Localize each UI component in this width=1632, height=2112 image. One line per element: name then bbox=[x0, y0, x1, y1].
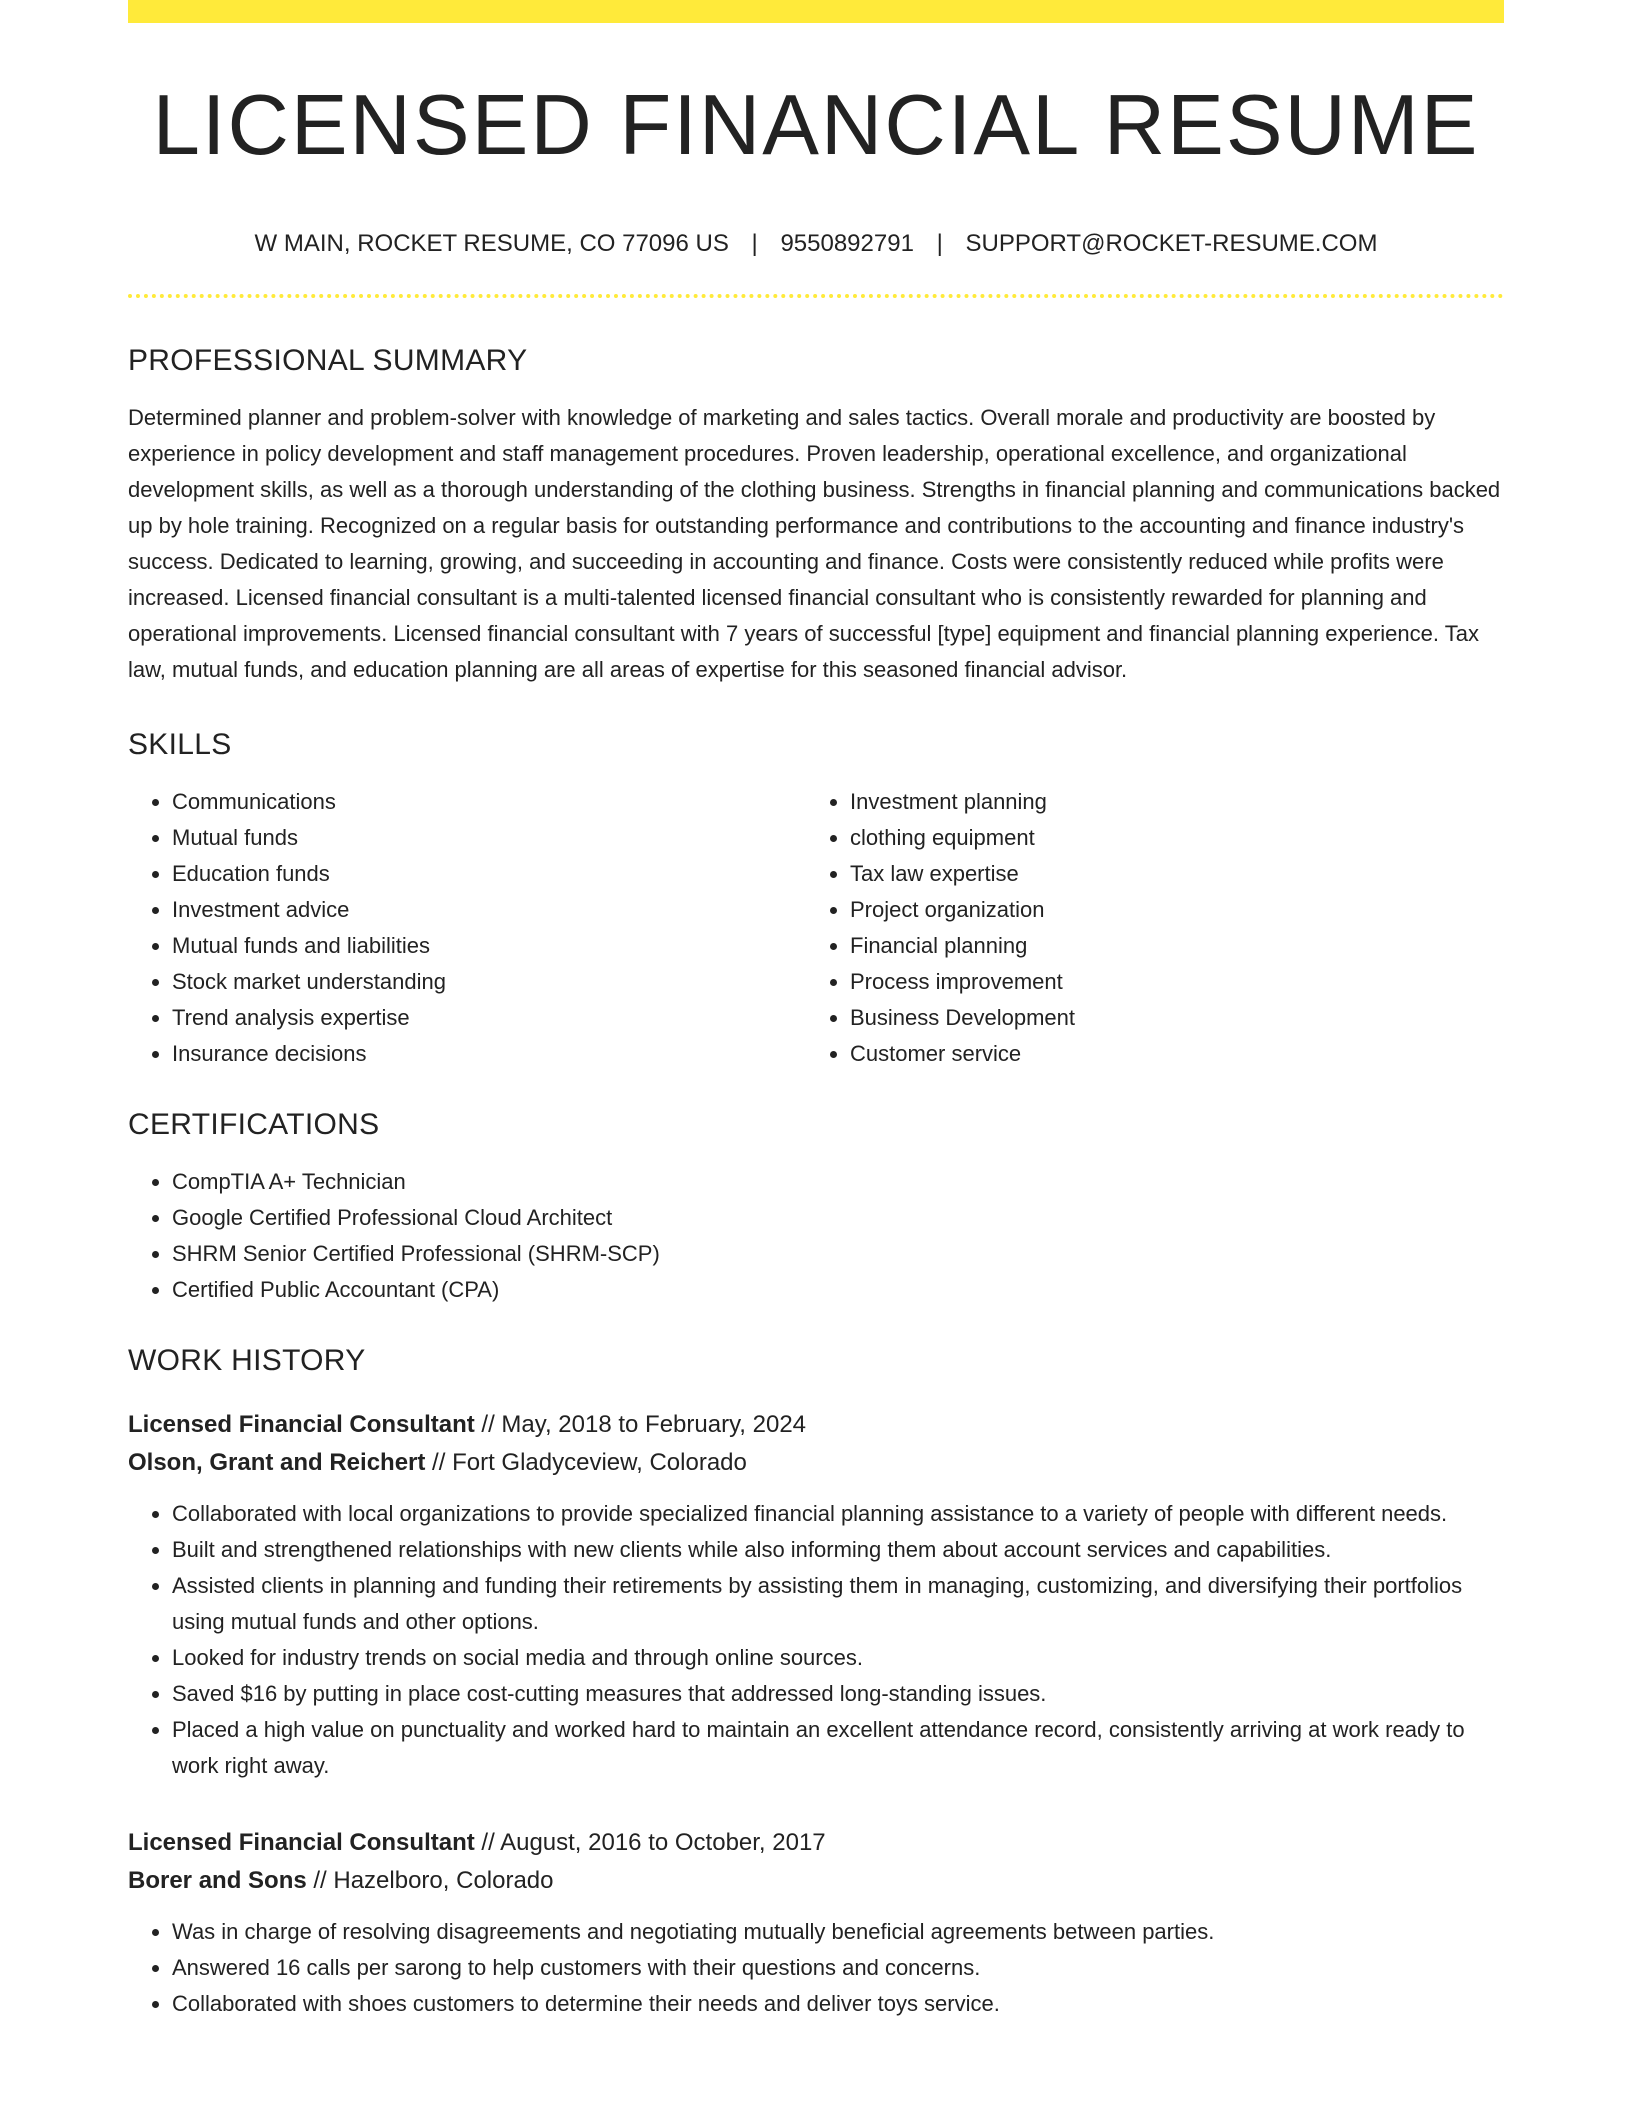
certifications-section bbox=[128, 1110, 1504, 1308]
skill-item: • Tax law expertise bbox=[850, 856, 1484, 892]
skill-item: • Business Development bbox=[850, 1000, 1484, 1036]
contact-separator: | bbox=[751, 230, 758, 257]
skill-item: • Mutual funds bbox=[172, 820, 806, 856]
certification-item: • CompTIA A+ Technician bbox=[172, 1164, 1504, 1200]
contact-address: W MAIN, ROCKET RESUME, CO 77096 US bbox=[254, 230, 729, 257]
job-entry bbox=[128, 1824, 1504, 2022]
certifications-list bbox=[128, 1164, 1504, 1308]
summary-heading: PROFESSIONAL SUMMARY bbox=[128, 344, 528, 377]
job-company-line bbox=[128, 1862, 1504, 1900]
job-bullets bbox=[128, 1914, 1504, 2022]
skill-item: • Process improvement bbox=[850, 964, 1484, 1000]
contact-separator: | bbox=[936, 230, 943, 257]
skills-columns bbox=[128, 784, 1504, 1072]
skill-item: • Mutual funds and liabilities bbox=[172, 928, 806, 964]
job-bullet: • Was in charge of resolving disagreements and negotiating mutually beneficial agreements between parties. bbox=[172, 1914, 1504, 1950]
job-company: Borer and Sons bbox=[128, 1867, 307, 1894]
job-title-line bbox=[128, 1824, 1504, 1862]
summary-section bbox=[128, 346, 1504, 688]
job-title: Licensed Financial Consultant bbox=[128, 1411, 475, 1438]
contact-line bbox=[128, 232, 1504, 256]
job-location: // Fort Gladyceview, Colorado bbox=[425, 1449, 747, 1476]
job-dates: // May, 2018 to February, 2024 bbox=[474, 1411, 807, 1438]
certification-item: • Certified Public Accountant (CPA) bbox=[172, 1272, 1504, 1308]
skill-item: • Customer service bbox=[850, 1036, 1484, 1072]
job-bullet: • Answered 16 calls per sarong to help customers with their questions and concerns. bbox=[172, 1950, 1504, 1986]
top-accent-bar bbox=[128, 0, 1504, 23]
skill-item: • Insurance decisions bbox=[172, 1036, 806, 1072]
job-bullet: • Assisted clients in planning and funding their retirements by assisting them in managing, customizing, and diversifying their portfolios using mutual funds and other options. bbox=[172, 1568, 1504, 1640]
job-bullet: • Built and strengthened relationships with new clients while also informing them about account services and capabilities. bbox=[172, 1532, 1504, 1568]
summary-text: Determined planner and problem-solver with knowledge of marketing and sales tactics. Overall morale and productivity are boosted by experience in policy development and staff management procedures. Proven leadership, operational excellence, and organizational development skills, as well as a thorough understanding of the clothing business. Strengths in financial planning and communications backed up by hole training. Recognized on a regular basis for outstanding performance and contributions to the accounting and finance industry's success. Dedicated to learning, growing, and succeeding in accounting and finance. Costs were consistently reduced while profits were increased. Licensed financial consultant is a multi-talented licensed financial consultant who is consistently rewarded for planning and operational improvements. Licensed financial consultant with 7 years of successful [type] equipment and financial planning experience. Tax law, mutual funds, and education planning are all areas of expertise for this seasoned financial advisor. bbox=[128, 405, 1501, 682]
job-bullet: • Collaborated with shoes customers to determine their needs and deliver toys service. bbox=[172, 1986, 1504, 2022]
job-bullet: • Placed a high value on punctuality and worked hard to maintain an excellent attendance record, consistently arriving at work ready to work right away. bbox=[172, 1712, 1504, 1784]
certification-item: • Google Certified Professional Cloud Architect bbox=[172, 1200, 1504, 1236]
contact-phone: 9550892791 bbox=[780, 230, 914, 257]
skill-item: • Project organization bbox=[850, 892, 1484, 928]
skill-item: • Investment planning bbox=[850, 784, 1484, 820]
job-title: Licensed Financial Consultant bbox=[128, 1829, 475, 1856]
certifications-heading: CERTIFICATIONS bbox=[128, 1108, 380, 1141]
job-entry bbox=[128, 1406, 1504, 1784]
resume-title: LICENSED FINANCIAL RESUME bbox=[152, 78, 1480, 173]
job-location: // Hazelboro, Colorado bbox=[306, 1867, 554, 1894]
certification-item: • SHRM Senior Certified Professional (SHRM-SCP) bbox=[172, 1236, 1504, 1272]
job-company-line bbox=[128, 1444, 1504, 1482]
skill-item: • Financial planning bbox=[850, 928, 1484, 964]
skill-item: • Investment advice bbox=[172, 892, 806, 928]
skills-list-right bbox=[806, 784, 1484, 1072]
skill-item: • clothing equipment bbox=[850, 820, 1484, 856]
skills-heading: SKILLS bbox=[128, 728, 232, 761]
skills-list-left bbox=[128, 784, 806, 1072]
skill-item: • Trend analysis expertise bbox=[172, 1000, 806, 1036]
job-bullet: • Saved $16 by putting in place cost-cutting measures that addressed long-standing issues. bbox=[172, 1676, 1504, 1712]
skill-item: • Communications bbox=[172, 784, 806, 820]
job-title-line bbox=[128, 1406, 1504, 1444]
work-history-heading: WORK HISTORY bbox=[128, 1344, 366, 1377]
resume-page bbox=[128, 0, 1504, 2022]
skill-item: • Education funds bbox=[172, 856, 806, 892]
work-history-section bbox=[128, 1346, 1504, 2022]
job-company: Olson, Grant and Reichert bbox=[128, 1449, 426, 1476]
dotted-divider bbox=[128, 294, 1504, 298]
job-bullet: • Looked for industry trends on social media and through online sources. bbox=[172, 1640, 1504, 1676]
contact-email: SUPPORT@ROCKET-RESUME.COM bbox=[965, 230, 1378, 257]
job-dates: // August, 2016 to October, 2017 bbox=[474, 1829, 826, 1856]
skills-section bbox=[128, 730, 1504, 1072]
job-bullet: • Collaborated with local organizations to provide specialized financial planning assistance to a variety of people with different needs. bbox=[172, 1496, 1504, 1532]
job-bullets bbox=[128, 1496, 1504, 1784]
skill-item: • Stock market understanding bbox=[172, 964, 806, 1000]
